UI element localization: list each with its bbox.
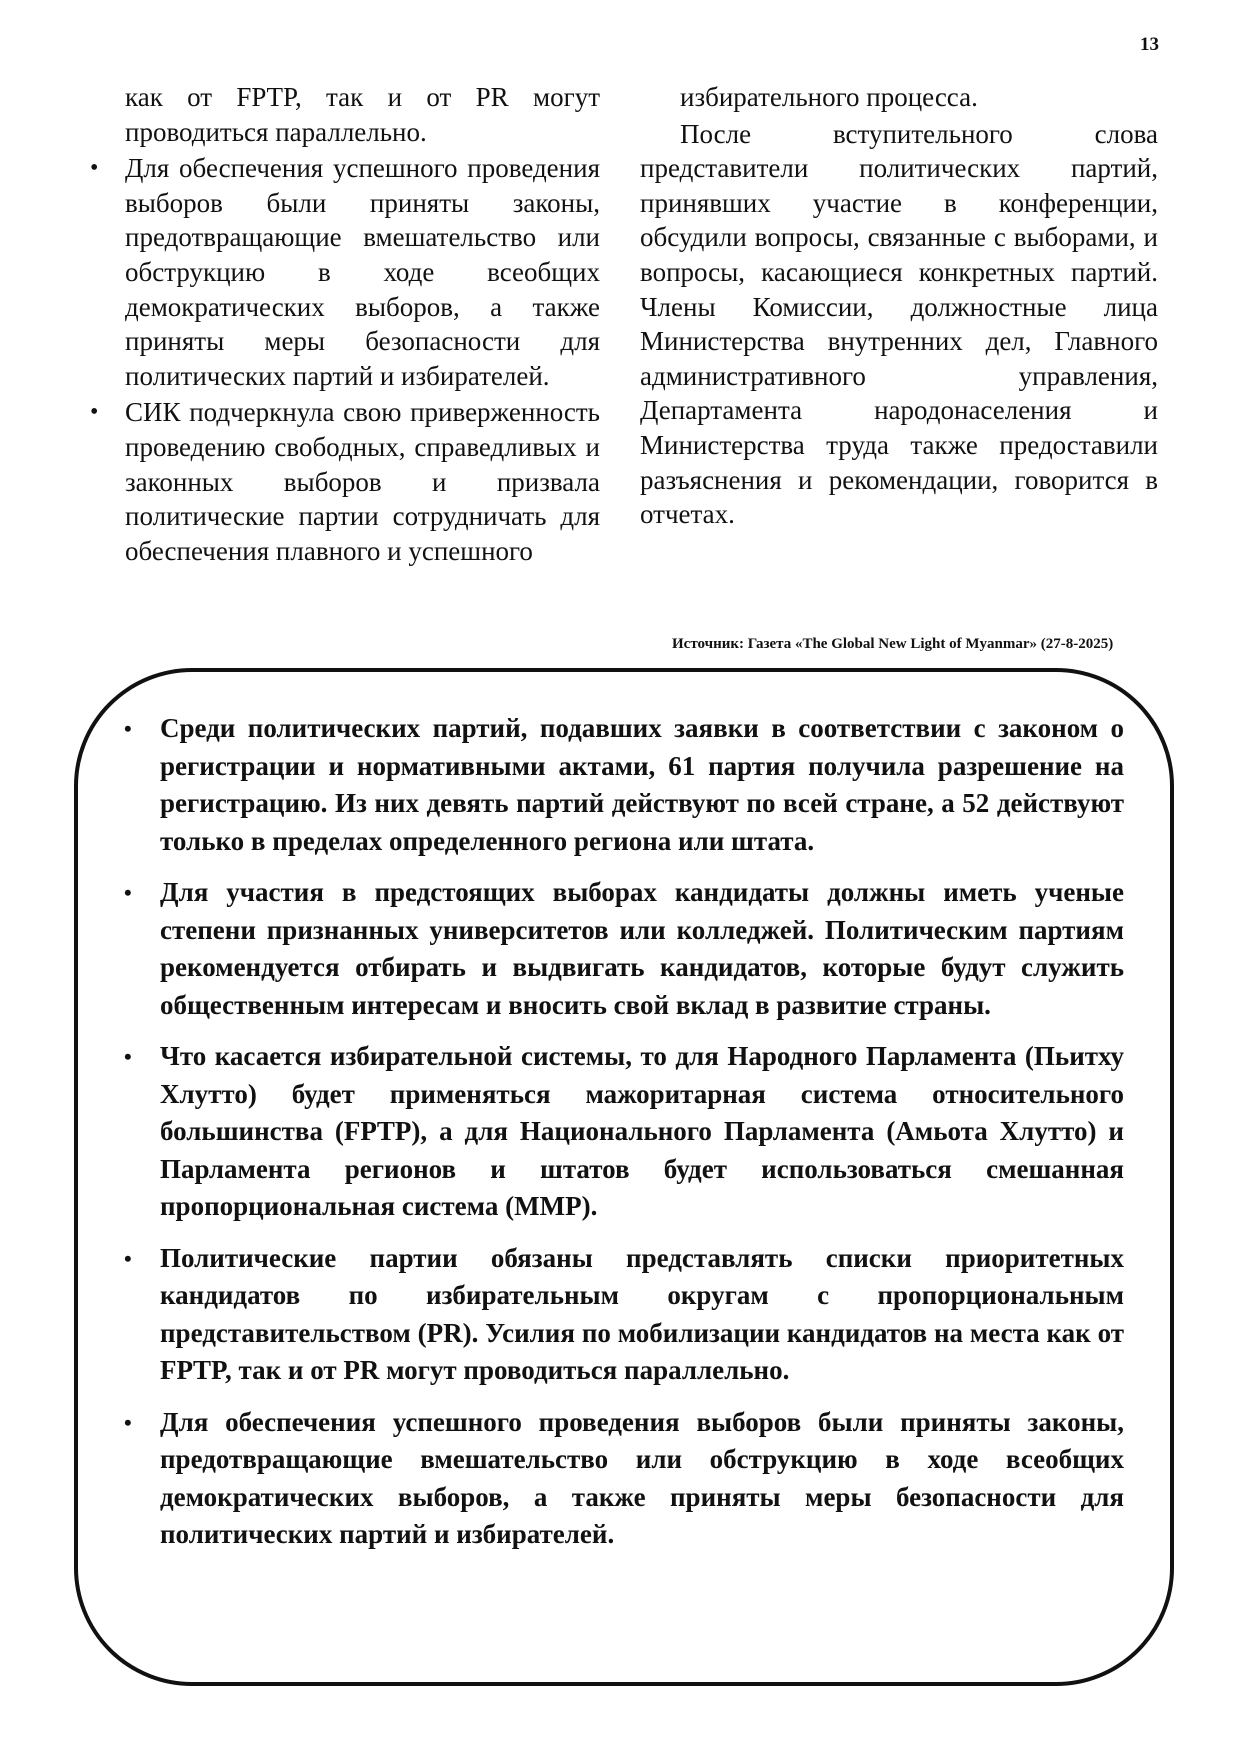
- list-item: • Для участия в предстоящих выборах кандидаты должны иметь ученые степени признанных университетов или колледжей. Политическим партиям рекомендуется отбирать и выдвигать кандидатов, которые будут служить общественным интересам и вносить свой вклад в развитие страны.: [160, 874, 1124, 1024]
- list-item: • Для обеспечения успешного проведения выборов были приняты законы, предотвращающие вмешательство или обструкцию в ходе всеобщих демократических выборов, а также приняты меры безопасности для политических партий и избирателей.: [160, 1404, 1124, 1554]
- page-number: 13: [1140, 34, 1159, 55]
- left-bullet-list: [90, 151, 600, 568]
- left-continuation: как от FPTP, так и от PR могут проводиться параллельно.: [125, 82, 600, 147]
- list-item: • Среди политических партий, подавших заявки в соответствии с законом о регистрации и нормативными актами, 61 партия получила разрешение на регистрацию. Из них девять партий действуют по всей стране, а 52 действуют только в пределах определенного региона или штата.: [160, 710, 1124, 860]
- source-citation: Источник: Газета «The Global New Light of Myanmar» (27-8-2025): [672, 636, 1114, 652]
- list-item: • СИК подчеркнула свою приверженность проведению свободных, справедливых и законных выборов и призвала политические партии сотрудничать для обеспечения плавного и успешного: [90, 395, 600, 568]
- summary-bullet-list: [78, 672, 1170, 1554]
- right-continuation: избирательного процесса.: [680, 82, 978, 112]
- right-paragraph: После вступительного слова представители политических партий, принявших участие в конференции, обсудили вопросы, связанные с выборами, и вопросы, касающиеся конкретных партий. Члены Комиссии, должностные лица Министерства внутренних дел, Главного административного управления, Департамента народонаселения и Министерства труда также предоставили разъяснения и рекомендации, говорится в отчетах.: [640, 118, 1158, 530]
- list-item: • Политические партии обязаны представлять списки приоритетных кандидатов по избирательным округам с пропорциональным представительством (PR). Усилия по мобилизации кандидатов на места как от FPTP, так и от PR могут проводиться параллельно.: [160, 1240, 1124, 1390]
- list-item: • Для обеспечения успешного проведения выборов были приняты законы, предотвращающие вмешательство или обструкцию в ходе всеобщих демократических выборов, а также приняты меры безопасности для политических партий и избирателей.: [90, 151, 600, 393]
- right-column: [640, 80, 1158, 532]
- summary-box: [74, 668, 1174, 1686]
- list-item: • Что касается избирательной системы, то для Народного Парламента (Пьитху Хлутто) будет применяться мажоритарная система относительного большинства (FPTP), а для Национального Парламента (Амьота Хлутто) и Парламента регионов и штатов будет использоваться смешанная пропорциональная система (MMP).: [160, 1038, 1124, 1226]
- left-column: [90, 80, 600, 568]
